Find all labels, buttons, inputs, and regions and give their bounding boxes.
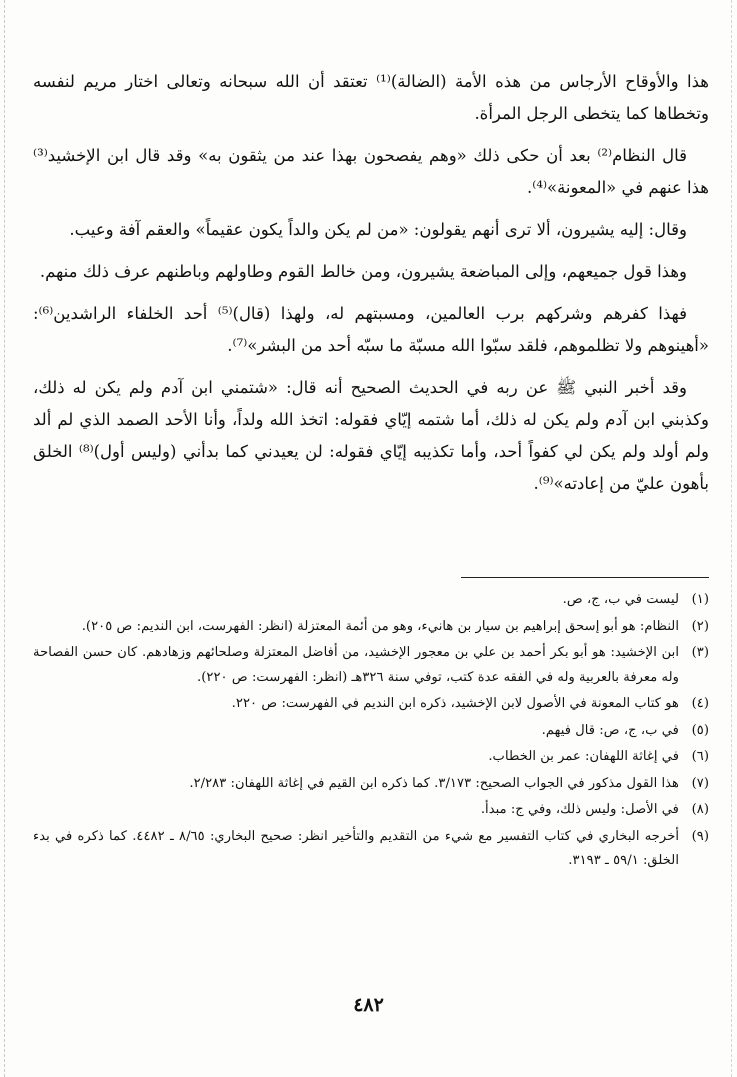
paragraph: وهذا قول جميعهم، وإلى المباضعة يشيرون، ومن خالط القوم وطاولهم وباطنهم عرف ذلك منهم. (39, 262, 687, 281)
paragraph: فهذا كفرهم وشركهم برب العالمين، ومسبتهم له، ولهذا (قال)⁽⁵⁾ أحد الخلفاء الراشدين⁽⁶⁾: «أهينوهم ولا تظلموهم، فلقد سبّوا الله مسبّة ما سبّه أحد من البشر»⁽⁷⁾. (33, 304, 709, 355)
footnote-text: هذا القول مذكور في الجواب الصحيح: ٣/١٧٣. كما ذكره ابن القيم في إغاثة اللهفان: ٢/٢٨٣. (189, 775, 679, 791)
footnote (33, 588, 709, 613)
footnote (33, 692, 709, 717)
footnote-number: (٣) (691, 645, 709, 660)
footnote (33, 719, 709, 744)
paragraph: هذا والأوقاح الأرجاس من هذه الأمة (الضالة)⁽¹⁾ تعتقد أن الله سبحانه وتعالى اختار مريم لنفسه وتخطاها كما يتخطى الرجل المرأة. (33, 72, 709, 123)
footnote-text: في ب، ج، ص: قال فيهم. (541, 722, 679, 738)
footnote (33, 772, 709, 797)
footnote-number: (٥) (691, 722, 709, 738)
page-left-edge (4, 0, 6, 1077)
footnote (33, 641, 709, 690)
paragraph: وقال: إليه يشيرون، ألا ترى أنهم يقولون: «من لم يكن والداً يكون عقيماً» والعقم آفة وعيب. (69, 220, 687, 239)
footnote-number: (١) (691, 592, 709, 607)
footnote-number: (٩) (691, 828, 709, 844)
footnote-text: في إغاثة اللهفان: عمر بن الخطاب. (488, 749, 679, 764)
footnote (33, 745, 709, 770)
footnote (33, 798, 709, 823)
footnote-text: هو كتاب المعونة في الأصول لابن الإخشيد، ذكره ابن النديم في الفهرست: ص ٢٢٠. (231, 696, 679, 711)
page-right-edge (731, 0, 733, 1077)
footnote-text: النظام: هو أبو إسحق إبراهيم بن سيار بن هانيء، وهو من أئمة المعتزلة (انظر: الفهرست، ابن النديم: ص ٢٠٥). (81, 618, 679, 634)
main-text (33, 66, 709, 510)
footnote-number: (٤) (691, 696, 709, 711)
page-number: ٤٨٢ (353, 994, 384, 1016)
footnotes (33, 588, 709, 876)
footnote-text: أخرجه البخاري في كتاب التفسير مع شيء من التقديم والتأخير انظر: صحيح البخاري: ٨/٦٥ ـ ٤٤٨٢. كما ذكره في بدء الخلق: ٥٩/١ ـ ٣١٩٣. (33, 828, 680, 868)
footnote (33, 825, 709, 874)
footnote-divider (461, 577, 709, 578)
footnote-text: ليست في ب، ج، ص. (562, 592, 679, 607)
footnote-number: (٦) (691, 749, 709, 764)
paragraph: قال النظام⁽²⁾ بعد أن حكى ذلك «وهم يفصحون بهذا عند من يثقون به» وقد قال ابن الإخشيد⁽³⁾ هذا عنهم في «المعونة»⁽⁴⁾. (33, 146, 709, 197)
footnote-number: (٨) (691, 802, 709, 817)
paragraph: وقد أخبر النبي ﷺ عن ربه في الحديث الصحيح أنه قال: «شتمني ابن آدم ولم يكن له ذلك، وكذبني ابن آدم ولم يكن له ذلك، أما شتمه إيّاي فقوله: اتخذ الله ولداً، وأنا الأحد الصمد الذي لم ألد ولم أولد ولم يكن لي كفواً أحد، وأما تكذيبه إيّاي فقوله: لن يعيدني كما بدأني (وليس أول)⁽⁸⁾ الخلق بأهون عليّ من إعادته»⁽⁹⁾. (33, 378, 709, 493)
footnote-number: (٢) (691, 618, 709, 634)
footnote-number: (٧) (691, 775, 709, 791)
footnote-text: ابن الإخشيد: هو أبو بكر أحمد بن علي بن معجور الإخشيد، من أفاضل المعتزلة وصلحائهم وزهادهم. كان حسن الفصاحة وله معرفة بالعربية وله في الفقه عدة كتب، توفي سنة ٣٢٦هـ (انظر: الفهرست: ص ٢٢٠). (33, 645, 679, 685)
footnote (33, 615, 709, 640)
footnote-text: في الأصل: وليس ذلك، وفي ج: مبدأ. (480, 802, 679, 817)
